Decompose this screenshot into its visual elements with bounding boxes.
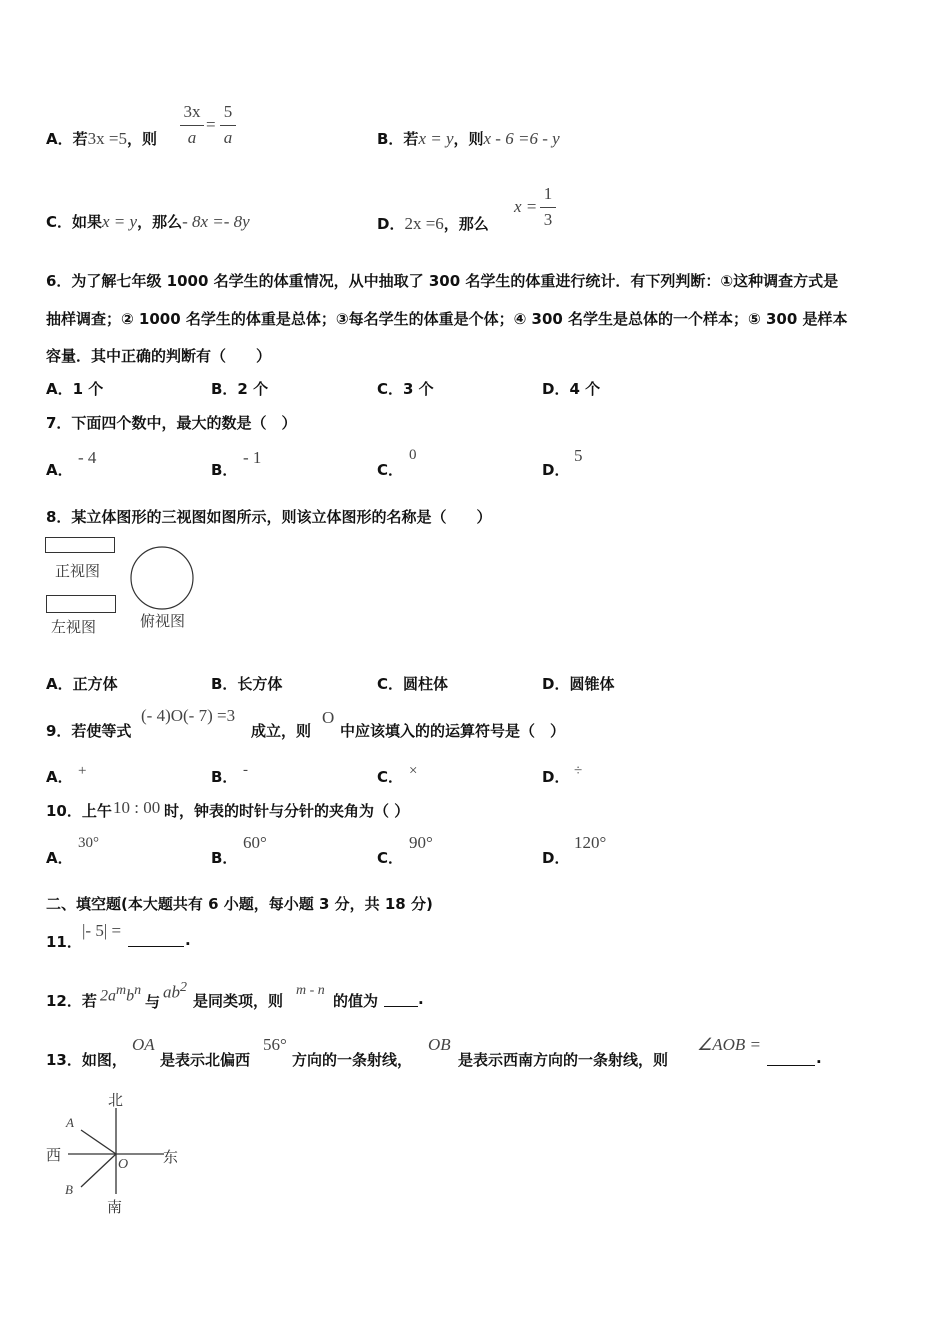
q11-end: . (185, 931, 191, 949)
q10-stem-pre: 10．上午 (46, 802, 112, 820)
q11-number: 11． (46, 933, 82, 951)
q7-stem: 7．下面四个数中，最大的数是（ ） (46, 414, 297, 432)
q7-label-a: A． (46, 461, 73, 479)
q9-value-a: + (78, 763, 87, 779)
q6-line2: 抽样调查；② 1000 名学生的体重是总体；③每名学生的体重是个体；④ 300 名学生是总体的一个样本；⑤ 300 是样本 (46, 310, 848, 328)
compass-east-label: 东 (163, 1148, 179, 1166)
q7-label-c: C． (377, 461, 404, 479)
q10-label-b: B． (211, 849, 238, 867)
q5a-equals: = (206, 115, 216, 134)
q12-end: . (418, 990, 424, 1008)
q9-label-d: D． (542, 768, 570, 786)
q12-answer-blank[interactable] (384, 1006, 418, 1007)
q5-option-b: B．若x = y，则x - 6 =6 - y (377, 129, 560, 148)
q5a-frac-left-line (180, 125, 204, 126)
ray-ob (81, 1154, 116, 1187)
compass-b-label: B (65, 1182, 73, 1197)
q5d-lhs: x = (514, 197, 538, 216)
q13-answer-blank[interactable] (767, 1065, 815, 1066)
q7-value-c: 0 (409, 447, 417, 463)
q7-label-b: B． (211, 461, 238, 479)
q10-time: 10 : 00 (113, 798, 161, 817)
q10-label-c: C． (377, 849, 404, 867)
q5a-frac-right-den: a (223, 128, 233, 147)
q6-line1: 6．为了解七年级 1000 名学生的体重情况，从中抽取了 300 名学生的体重进行统计．有下列判断：①这种调查方式是 (46, 272, 839, 290)
q13-mid2: 方向的一条射线， (292, 1051, 413, 1069)
q8-option-b: B．长方体 (211, 675, 283, 693)
q5d-frac-num: 1 (543, 184, 553, 203)
q12-term1: $2a^mb^n$ (100, 983, 142, 1005)
q10-label-a: A． (46, 849, 73, 867)
q10-value-d: 120° (574, 833, 607, 852)
q8-stem: 8．某立体图形的三视图如图所示，则该立体图形的名称是（ ） (46, 508, 492, 526)
compass-south-label: 南 (107, 1198, 123, 1216)
q9-label-b: B． (211, 768, 238, 786)
q12-mid2: 是同类项，则 (193, 992, 284, 1010)
q5d-frac-line (540, 207, 556, 208)
compass-west-label: 西 (46, 1146, 62, 1164)
front-view-label: 正视图 (55, 562, 101, 580)
q6-option-c: C．3 个 (377, 380, 434, 398)
compass-o-label: O (118, 1157, 129, 1172)
q13-mid3: 是表示西南方向的一条射线，则 (458, 1051, 669, 1069)
q13-end: . (816, 1049, 822, 1067)
q9-value-d: ÷ (574, 763, 583, 779)
q12-post: 的值为 (333, 992, 379, 1010)
q13-angle: 56° (263, 1035, 287, 1054)
q9-label-a: A． (46, 768, 73, 786)
q5a-frac-left-num: 3x (183, 102, 201, 121)
q10-label-d: D． (542, 849, 570, 867)
q11-expr: |- 5| = (82, 921, 122, 940)
compass-a-label: A (66, 1115, 74, 1130)
q6-option-b: B．2 个 (211, 380, 269, 398)
q5a-frac-left-den: a (187, 128, 197, 147)
q7-label-d: D． (542, 461, 570, 479)
q13-aob: ∠AOB = (697, 1035, 762, 1054)
q7-value-a: - 4 (78, 448, 97, 467)
q8-option-d: D．圆锥体 (542, 675, 615, 693)
top-view-label: 俯视图 (140, 612, 186, 630)
compass-north-label: 北 (108, 1091, 124, 1109)
q8-option-a: A．正方体 (46, 675, 118, 693)
q5-option-c: C．如果x = y，那么- 8x =- 8y (46, 212, 250, 231)
q6-line3: 容量．其中正确的判断有（ ） (46, 347, 272, 365)
q9-stem-pre: 9．若使等式 (46, 722, 132, 740)
q13-mid1: 是表示北偏西 (160, 1051, 251, 1069)
top-view-circle (128, 544, 198, 614)
q7-value-d: 5 (574, 446, 583, 465)
q12-term2: $ab^2$ (163, 980, 187, 1002)
q9-stem-post: 中应该填入的的运算符号是（ ） (340, 722, 566, 740)
section-title: 二、填空题(本大题共有 6 小题，每小题 3 分，共 18 分) (46, 895, 433, 913)
q9-value-c: × (409, 763, 418, 779)
q9-equation: (- 4)O(- 7) =3 (141, 706, 236, 725)
q13-pre: 13．如图， (46, 1051, 127, 1069)
front-view-rectangle (45, 537, 115, 553)
q5-option-a: A．若3x =5，则 (46, 129, 157, 148)
left-view-label: 左视图 (51, 618, 97, 636)
q6-option-d: D．4 个 (542, 380, 601, 398)
q6-option-a: A．1 个 (46, 380, 104, 398)
q10-value-b: 60° (243, 833, 267, 852)
q10-value-c: 90° (409, 833, 433, 852)
q10-value-a: 30° (78, 835, 99, 851)
q5a-frac-right-line (220, 125, 236, 126)
q11-answer-blank[interactable] (128, 946, 184, 947)
q12-mid1: 与 (145, 993, 161, 1011)
q10-stem-post: 时，钟表的时针与分针的夹角为（ ） (164, 802, 410, 820)
q13-ob: OB (428, 1035, 451, 1054)
q9-symbol: O (322, 708, 335, 727)
q13-oa: OA (132, 1035, 155, 1054)
q7-value-b: - 1 (243, 448, 262, 467)
q9-value-b: - (243, 762, 248, 778)
q5d-frac-den: 3 (543, 210, 553, 229)
q12-pre: 12．若 (46, 992, 97, 1010)
q9-stem-mid: 成立，则 (251, 722, 312, 740)
q5-option-d: D．2x =6，那么 (377, 214, 489, 233)
ray-oa (81, 1130, 116, 1154)
q12-expr: m - n (296, 983, 325, 998)
left-view-rectangle (46, 595, 116, 613)
q9-label-c: C． (377, 768, 404, 786)
q8-option-c: C．圆柱体 (377, 675, 449, 693)
q5a-frac-right-num: 5 (223, 102, 233, 121)
